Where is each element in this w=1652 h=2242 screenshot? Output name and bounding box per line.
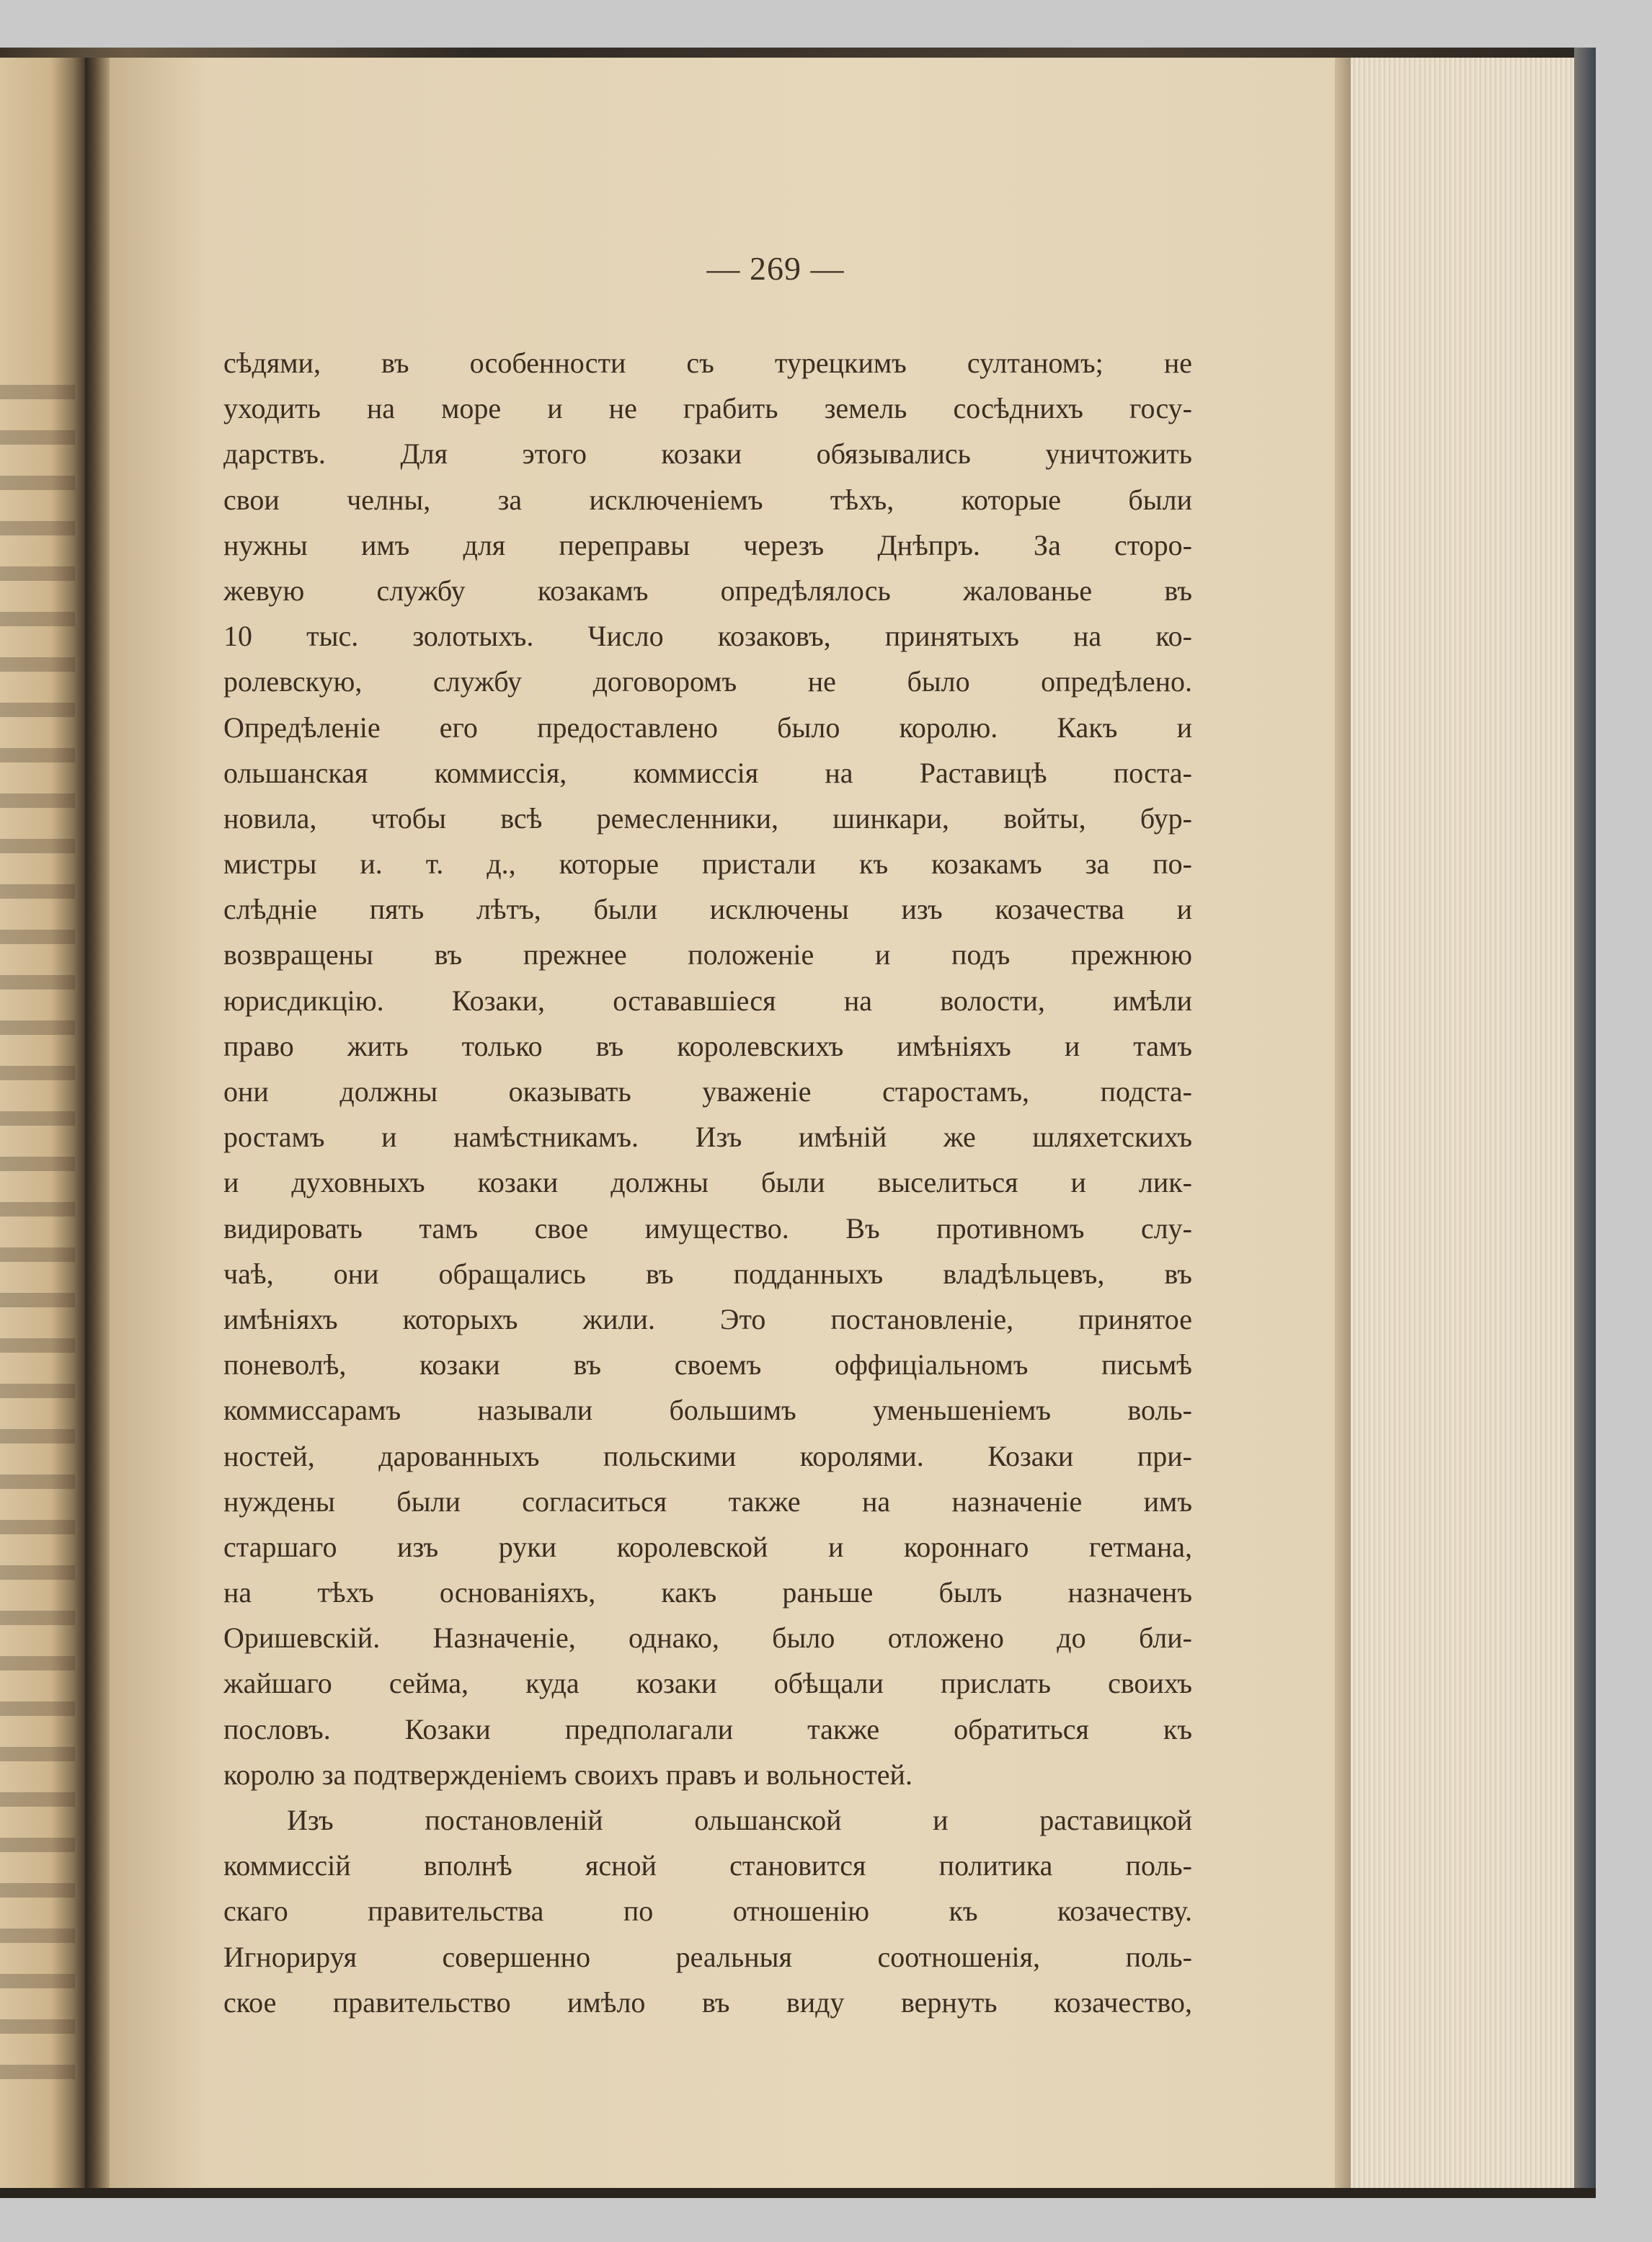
book-cover-board [1574, 48, 1596, 2198]
text-line: свои челны, за исключеніемъ тѣхъ, которые были [223, 483, 1192, 516]
text-line: коммиссій вполнѣ ясной становится политика поль- [223, 1849, 1192, 1882]
text-line: старшаго изъ руки королевской и короннаго гетмана, [223, 1530, 1192, 1563]
text-line: нуждены были согласиться также на назначеніе имъ [223, 1485, 1192, 1518]
text-line: юрисдикцію. Козаки, остававшіеся на волости, имѣли [223, 984, 1192, 1017]
text-line: скаго правительства по отношенію къ козачеству. [223, 1895, 1192, 1928]
text-line: ольшанская коммиссія, коммиссія на Раставицѣ поста- [223, 756, 1192, 789]
page-text [223, 340, 1192, 2025]
text-line: Игнорируя совершенно реальныя соотношенія, поль- [223, 1940, 1192, 1973]
previous-page-text-fragments [0, 368, 75, 2097]
text-line: ростамъ и намѣстникамъ. Изъ имѣній же шляхетскихъ [223, 1121, 1192, 1154]
text-line: видировать тамъ свое имущество. Въ противномъ слу- [223, 1211, 1192, 1245]
text-line: на тѣхъ основаніяхъ, какъ раньше былъ назначенъ [223, 1576, 1192, 1609]
page-number: — 269 — [706, 250, 845, 287]
text-line: слѣдніе пять лѣтъ, были исключены изъ козачества и [223, 893, 1192, 926]
text-line: уходить на море и не грабить земель сосѣднихъ госу- [223, 392, 1192, 425]
text-line: 10 тыс. золотыхъ. Число козаковъ, принятыхъ на ко- [223, 620, 1192, 653]
text-line: жевую службу козакамъ опредѣлялось жалованье въ [223, 574, 1192, 607]
text-line: право жить только въ королевскихъ имѣніяхъ и тамъ [223, 1029, 1192, 1062]
text-line: Опредѣленіе его предоставлено было королю. Какъ и [223, 711, 1192, 744]
paragraph-last-line: королю за подтвержденіемъ своихъ правъ и вольностей. [223, 1758, 912, 1791]
text-line: ролевскую, службу договоромъ не было опредѣлено. [223, 665, 1192, 698]
paragraph-first-line: Изъ постановленій ольшанской и раставицкой [287, 1804, 1192, 1836]
top-binding-edge [0, 48, 1596, 58]
fore-edge-page-stack [1351, 58, 1574, 2188]
previous-page-edge [0, 58, 85, 2188]
text-line: они должны оказывать уваженіе старостамъ, подста- [223, 1075, 1192, 1108]
text-line: ностей, дарованныхъ польскими королями. Козаки при- [223, 1439, 1192, 1472]
text-line: ское правительство имѣло въ виду вернуть козачество, [223, 1985, 1192, 2019]
page-269 [110, 58, 1335, 2188]
text-line: дарствъ. Для этого козаки обязывались уничтожить [223, 437, 1192, 471]
text-line: чаѣ, они обращались въ подданныхъ владѣльцевъ, въ [223, 1257, 1192, 1290]
text-line: Оришевскій. Назначеніе, однако, было отложено до бли- [223, 1622, 1192, 1655]
text-line: новила, чтобы всѣ ремесленники, шинкари, войты, бур- [223, 801, 1192, 835]
page-edge-shadow [1335, 58, 1351, 2188]
text-line: имѣніяхъ которыхъ жили. Это постановленіе, принятое [223, 1302, 1192, 1335]
text-line: и духовныхъ козаки должны были выселиться и лик- [223, 1166, 1192, 1199]
text-line: поневолѣ, козаки въ своемъ оффиціальномъ письмѣ [223, 1348, 1192, 1382]
text-line: возвращены въ прежнее положеніе и подъ прежнюю [223, 938, 1192, 971]
text-line: сѣдями, въ особенности съ турецкимъ султаномъ; не [223, 347, 1192, 379]
book-gutter [85, 58, 110, 2188]
text-line: пословъ. Козаки предполагали также обратиться къ [223, 1712, 1192, 1745]
text-line: жайшаго сейма, куда козаки обѣщали прислать своихъ [223, 1667, 1192, 1700]
bottom-binding-edge [0, 2188, 1596, 2198]
text-line: коммиссарамъ называли большимъ уменьшеніемъ воль- [223, 1394, 1192, 1427]
text-line: нужны имъ для переправы черезъ Днѣпръ. За сторо- [223, 528, 1192, 561]
text-line: мистры и. т. д., которые пристали къ козакамъ за по- [223, 848, 1192, 881]
